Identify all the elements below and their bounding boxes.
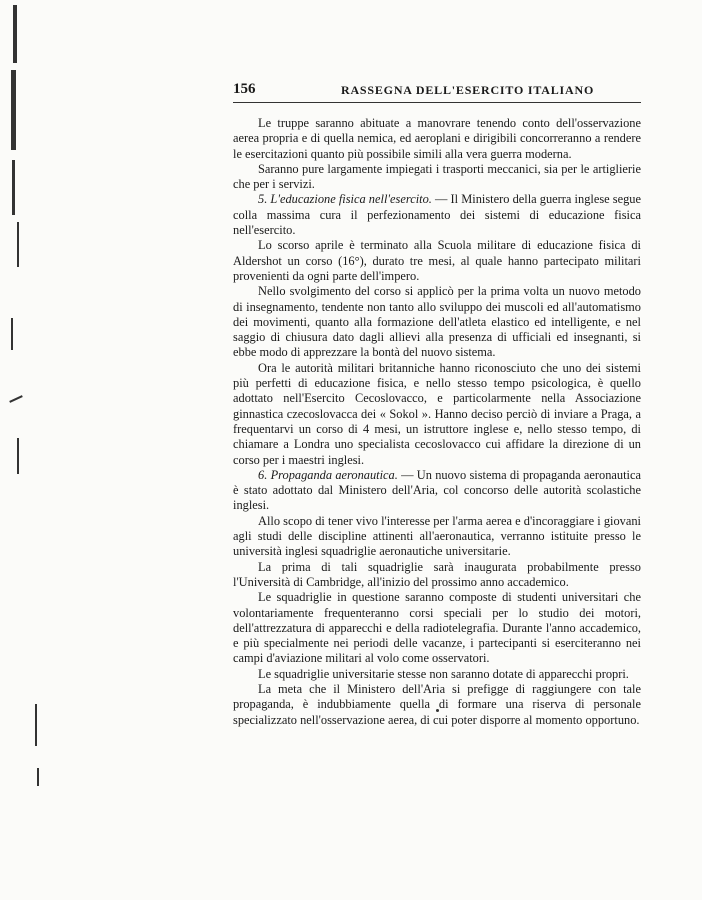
paragraph: Allo scopo di tener vivo l'interesse per l'arma aerea e d'incoraggiare i giovani agli studi delle discipline attinenti all'aeronautica, verranno istituite presso le università inglesi squadriglie aeronautiche universitarie. [233, 513, 641, 559]
paragraph-text: — Un nuovo sistema di propaganda aeronautica è stato adottato dal Ministero dell'Aria, col concorso delle autorità scolastiche inglesi. [233, 467, 642, 513]
scan-mark [35, 704, 37, 746]
scan-mark [17, 438, 19, 474]
paragraph: La prima di tali squadriglie sarà inaugurata probabilmente presso l'Università di Cambridge, all'inizio del prossimo anno accademico. [233, 559, 641, 589]
paragraph: Nello svolgimento del corso si applicò per la prima volta un nuovo metodo di insegnamento, tendente non tanto allo sviluppo dei muscoli ed all'automatismo dei movimenti, quanto alla formazione dell'atleta elastico ed intelligente, e nel saggio di chiusura dato dagli allievi alla presenza di ufficiali ed insegnanti, si ebbe modo di apprezzare la bontà del nuovo sistema. [233, 284, 641, 360]
paragraph: Le truppe saranno abituate a manovrare tenendo conto dell'osservazione aerea propria e di quella nemica, ed aeroplani e dirigibili concorreranno a rendere le esercitazioni quanto più possibile simili alla vera guerra moderna. [233, 116, 641, 161]
paragraph: La meta che il Ministero dell'Aria si prefigge di raggiungere con tale propaganda, è indubbiamente quella di formare una riserva di personale specializzato nell'osservazione aerea, di cui poter disporre al momento opportuno. [233, 681, 641, 727]
page-number: 156 [233, 81, 256, 97]
paragraph: Lo scorso aprile è terminato alla Scuola militare di educazione fisica di Aldershot un corso (16°), durato tre mesi, al quale hanno partecipato militari provenienti da ogni parte dell'impero. [233, 238, 641, 283]
paragraph: Le squadriglie in questione saranno composte di studenti universitari che volontariamente frequenteranno corsi speciali per lo studio dei motori, dell'attrezzatura di apparecchi e della radiotelegrafia. Durante l'anno accademico, e più specialmente nei periodi delle vacanze, i partecipanti si eserciteranno nei campi d'aviazione militari al volo come osservatori. [233, 590, 641, 666]
paragraph-section-6 [233, 468, 641, 514]
scan-mark [11, 318, 13, 350]
header-rule [233, 102, 641, 103]
scan-mark [9, 395, 23, 403]
section-heading: 5. L'educazione fisica nell'esercito. [258, 192, 432, 207]
paragraph-text: — Il Ministero della guerra inglese segue colla massima cura il perfezionamento dei sistemi di educazione fisica nell'esercito. [233, 192, 641, 238]
section-heading: 6. Propaganda aeronautica. [258, 467, 398, 482]
scan-mark [17, 222, 19, 267]
paragraph-section-5 [233, 192, 641, 238]
scan-mark [12, 160, 15, 215]
paragraph: Le squadriglie universitarie stesse non saranno dotate di apparecchi propri. [258, 666, 629, 681]
paragraph: Ora le autorità militari britanniche hanno riconosciuto che uno dei sistemi più perfetti di educazione fisica, e nello stesso tempo psicologica, è quello adottato nell'Esercito Cecoslovacco, e particolarmente nella Associazione ginnastica czecoslovacca dei « Sokol ». Hanno deciso perciò di inviare a Praga, a frequentarvi un corso di 4 mesi, un istruttore inglese e, nello stesso tempo, di chiamare a Londra uno specialista cecoslovacco cui affidare la direzione di un corso per i maestri inglesi. [233, 360, 641, 467]
scan-mark [37, 768, 39, 786]
scan-mark [11, 70, 16, 150]
scan-mark [13, 5, 17, 63]
article-body [233, 116, 641, 728]
running-title: RASSEGNA DELL'ESERCITO ITALIANO [341, 83, 595, 97]
page-header [233, 81, 641, 101]
paragraph: Saranno pure largamente impiegati i trasporti meccanici, sia per le artiglierie che per i servizi. [233, 161, 641, 192]
